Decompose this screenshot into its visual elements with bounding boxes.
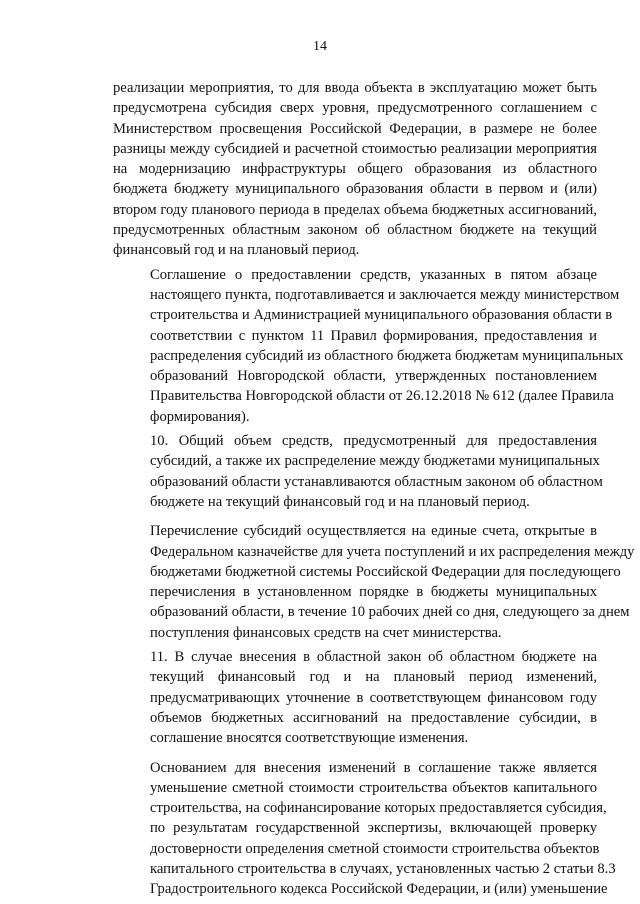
text-line: бюджете на текущий финансовый год и на плановый период. bbox=[150, 493, 530, 510]
text-line: Градостроительного кодекса Российской Федерации, и (или) уменьшение bbox=[150, 881, 608, 898]
text-line: соглашение вносятся соответствующие изменения. bbox=[150, 730, 469, 747]
text-line: Соглашение о предоставлении средств, указанных в пятом абзаце bbox=[150, 266, 597, 283]
document-body bbox=[113, 78, 635, 900]
text-line: Основанием для внесения изменений в соглашение также является bbox=[150, 759, 597, 776]
text-line: предусмотрена субсидия сверх уровня, предусмотренного соглашением с bbox=[113, 100, 597, 117]
text-line: 10. Общий объем средств, предусмотренный для предоставления bbox=[150, 433, 597, 450]
text-line: субсидий, а также их распределение между бюджетами муниципальных bbox=[150, 453, 600, 470]
text-line: Правительства Новгородской области от 26.12.2018 № 612 (далее Правила bbox=[150, 388, 614, 405]
page-number: 14 bbox=[313, 39, 327, 54]
paragraph-continuation bbox=[113, 78, 597, 261]
text-line: финансовый год и на плановый период. bbox=[113, 242, 360, 259]
text-line: перечисления в установленном порядке в бюджеты муниципальных bbox=[150, 584, 597, 601]
text-line: образований Новгородской области, утвержденных постановлением bbox=[150, 368, 597, 385]
text-line: разницы между субсидией и расчетной стоимостью реализации мероприятия bbox=[113, 140, 597, 157]
text-line: соответствии с пунктом 11 Правил формирования, предоставления и bbox=[150, 327, 597, 344]
paragraph-grounds bbox=[113, 758, 616, 900]
text-line: уменьшение сметной стоимости строительства объектов капитального bbox=[150, 779, 597, 796]
text-line: предусмотренных областным законом об областном бюджете на текущий bbox=[113, 222, 597, 239]
text-line: поступления финансовых средств на счет министерства. bbox=[150, 624, 502, 641]
text-line: Перечисление субсидий осуществляется на единые счета, открытые в bbox=[150, 523, 597, 540]
text-line: образований области устанавливаются областным законом об областном bbox=[150, 473, 603, 490]
text-line: по результатам государственной экспертизы, включающей проверку bbox=[150, 820, 597, 837]
paragraph-agreement bbox=[113, 265, 624, 427]
text-line: распределения субсидий из областного бюджета бюджетам муниципальных bbox=[150, 347, 624, 364]
text-line: бюджета бюджету муниципального образования области в первом и (или) bbox=[113, 181, 597, 198]
text-line: текущий финансовый год и на плановый период изменений, bbox=[150, 669, 597, 686]
text-line: 11. В случае внесения в областной закон об областном бюджете на bbox=[150, 649, 597, 666]
text-line: предусматривающих уточнение в соответствующем финансовом году bbox=[150, 689, 597, 706]
text-line: бюджетами бюджетной системы Российской Федерации для последующего bbox=[150, 563, 621, 580]
text-line: на модернизацию инфраструктуры общего образования из областного bbox=[113, 161, 597, 178]
paragraph-transfer bbox=[113, 521, 635, 643]
paragraph-clause-11 bbox=[113, 647, 597, 748]
text-line: Федеральном казначействе для учета поступлений и их распределения между bbox=[150, 543, 635, 560]
text-line: строительства, на софинансирование которых предоставляется субсидия, bbox=[150, 800, 607, 817]
text-line: реализации мероприятия, то для ввода объекта в эксплуатацию может быть bbox=[113, 80, 597, 96]
text-line: объемов бюджетных ассигнований на предоставление субсидии, в bbox=[150, 709, 597, 726]
text-line: Министерством просвещения Российской Федерации, в размере не более bbox=[113, 120, 597, 137]
text-line: достоверности определения сметной стоимости строительства объектов bbox=[150, 840, 600, 857]
text-line: образований области, в течение 10 рабочих дней со дня, следующего за днем bbox=[150, 604, 630, 621]
text-line: строительства и Администрацией муниципального образования области в bbox=[150, 307, 613, 324]
text-line: капитального строительства в случаях, установленных частью 2 статьи 8.3 bbox=[150, 860, 616, 877]
text-line: втором году планового периода в пределах объема бюджетных ассигнований, bbox=[113, 201, 597, 218]
text-line: формирования). bbox=[150, 408, 250, 425]
text-line: настоящего пункта, подготавливается и заключается между министерством bbox=[150, 286, 620, 303]
paragraph-clause-10 bbox=[113, 431, 603, 512]
